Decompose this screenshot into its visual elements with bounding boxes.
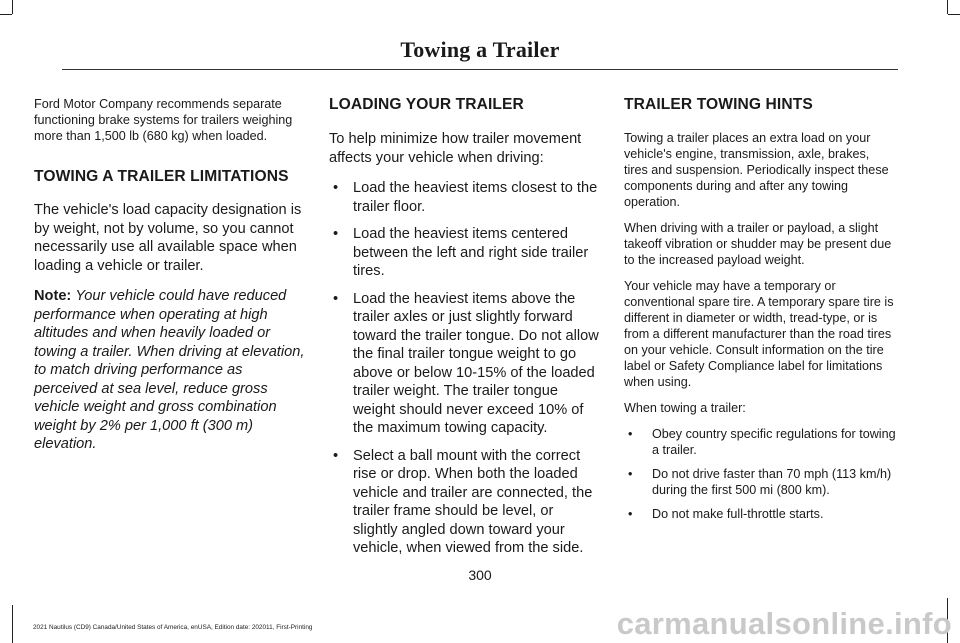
heading-loading-trailer: LOADING YOUR TRAILER — [329, 96, 524, 113]
header-rule — [62, 69, 898, 70]
hints-para-2: When driving with a trailer or payload, a slight takeoff vibration or shudder may be present due to the increased payload weight. — [624, 221, 892, 267]
crop-mark-top-right-h — [948, 14, 960, 15]
hints-para-4: When towing a trailer: — [624, 401, 746, 415]
watermark-logo: carmanualsonline.info — [616, 606, 952, 641]
list-item: • Select a ball mount with the correct rise or drop. When both the loaded vehicle and trailer are connected, the trailer frame should be level, or slightly angled down toward your vehicle, when viewed from the side. — [333, 447, 593, 556]
hints-bullet-list — [624, 426, 896, 522]
crop-mark-top-right-v — [947, 0, 948, 14]
bullet-icon: • — [333, 180, 339, 196]
page-title: Towing a Trailer — [400, 37, 560, 62]
list-item: • Do not drive faster than 70 mph (113 km/h) during the first 500 mi (800 km). — [628, 467, 892, 497]
list-item: • Obey country specific regulations for towing a trailer. — [628, 427, 896, 457]
column-right — [624, 96, 896, 530]
edition-footer: 2021 Nautilus (CD9) Canada/United States of America, enUSA, Edition date: 202011, First-Printing — [33, 624, 313, 631]
bullet-icon: • — [333, 290, 339, 307]
crop-mark-top-left-v — [12, 0, 13, 14]
bullet-icon: • — [333, 226, 339, 242]
load-capacity-text: The vehicle's load capacity designation is by weight, not by volume, so you cannot necessarily use all available space when loading a vehicle or trailer. — [34, 202, 302, 274]
list-item: • Do not make full-throttle starts. — [628, 507, 824, 521]
column-left — [34, 96, 306, 464]
altitude-note — [34, 287, 306, 454]
list-item: • Load the heaviest items closest to the trailer floor. — [333, 180, 598, 215]
crop-mark-bottom-left-v — [12, 605, 13, 643]
column-middle — [329, 96, 601, 558]
hints-para-3: Your vehicle may have a temporary or conventional spare tire. A temporary spare tire is different in diameter or width, tread-type, or is from a different manufacturer than the road tires on your vehicle. Consult information on the tire label or Safety Compliance label for limitations when using. — [624, 279, 894, 389]
bullet-icon: • — [628, 427, 633, 441]
bullet-icon: • — [628, 467, 633, 481]
hints-para-1: Towing a trailer places an extra load on your vehicle's engine, transmission, axle, brakes, tires and suspension. Periodically inspect these components during and after any towing operation. — [624, 131, 889, 209]
page-number: 300 — [468, 567, 492, 583]
loading-bullet-list — [329, 179, 601, 558]
bullet-icon: • — [333, 447, 339, 464]
note-label: Note: — [34, 288, 72, 304]
bullet-icon: • — [628, 507, 633, 521]
brake-recommendation-text: Ford Motor Company recommends separate functioning brake systems for trailers weighing more than 1,500 lb (680 kg) when loaded. — [34, 97, 293, 143]
heading-towing-limitations: TOWING A TRAILER LIMITATIONS — [34, 168, 289, 185]
note-text: Your vehicle could have reduced performance when operating at high altitudes and when heavily loaded or towing a trailer. When driving at elevation, to match driving performance as perceived at sea level, reduce gross vehicle weight and gross combination weight by 2% per 1,000 ft (300 m) elevation. — [34, 288, 305, 452]
loading-intro-text: To help minimize how trailer movement affects your vehicle when driving: — [329, 131, 582, 166]
list-item: • Load the heaviest items centered between the left and right side trailer tires. — [333, 226, 589, 279]
heading-towing-hints: TRAILER TOWING HINTS — [624, 96, 813, 113]
crop-mark-top-left-h — [0, 14, 12, 15]
list-item: • Load the heaviest items above the trailer axles or just slightly forward toward the trailer tongue. Do not allow the final trailer tongue weight to go above or below 10-15% of the loaded trailer weight. The trailer tongue weight should never exceed 10% of the maximum towing capacity. — [333, 290, 599, 436]
